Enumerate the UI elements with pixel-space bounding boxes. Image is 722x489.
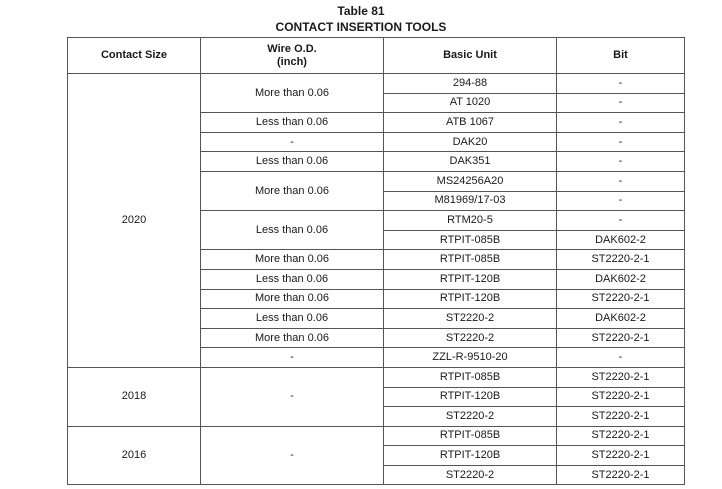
table-body [68,74,685,485]
table-row [68,367,685,387]
table-row [68,426,685,446]
wire-od-cell: More than 0.06 [201,289,384,309]
table-number: Table 81 [337,4,385,18]
header-bit: Bit [557,38,685,74]
header-wire-od-label: Wire O.D. [267,42,317,55]
wire-od-cell: Less than 0.06 [201,113,384,133]
basic-unit-cell: M81969/17-03 [384,191,557,211]
wire-od-cell: - [201,367,384,426]
wire-od-cell: Less than 0.06 [201,152,384,172]
header-row [68,38,685,74]
bit-cell: ST2220-2-1 [557,465,685,485]
wire-od-cell: - [201,426,384,485]
basic-unit-cell: 294-88 [384,74,557,94]
basic-unit-cell: RTPIT-085B [384,426,557,446]
basic-unit-cell: ST2220-2 [384,328,557,348]
basic-unit-cell: AT 1020 [384,93,557,113]
basic-unit-cell: DAK20 [384,132,557,152]
basic-unit-cell: RTPIT-085B [384,250,557,270]
bit-cell: - [557,211,685,231]
bit-cell: DAK602-2 [557,230,685,250]
basic-unit-cell: ATB 1067 [384,113,557,133]
bit-cell: ST2220-2-1 [557,367,685,387]
basic-unit-cell: DAK351 [384,152,557,172]
bit-cell: - [557,191,685,211]
contact-size-cell: 2020 [68,74,201,368]
wire-od-cell: More than 0.06 [201,171,384,210]
table-row [68,74,685,94]
basic-unit-cell: RTPIT-120B [384,446,557,466]
contact-size-cell: 2016 [68,426,201,485]
wire-od-cell: Less than 0.06 [201,211,384,250]
bit-cell: ST2220-2-1 [557,289,685,309]
bit-cell: DAK602-2 [557,309,685,329]
bit-cell: ST2220-2-1 [557,328,685,348]
wire-od-cell: More than 0.06 [201,328,384,348]
bit-cell: - [557,132,685,152]
wire-od-cell: More than 0.06 [201,250,384,270]
basic-unit-cell: RTPIT-120B [384,289,557,309]
bit-cell: - [557,74,685,94]
header-wire-od-unit: (inch) [277,55,307,68]
contact-insertion-tools-table [67,37,685,485]
bit-cell: ST2220-2-1 [557,426,685,446]
basic-unit-cell: RTPIT-120B [384,269,557,289]
header-basic-unit: Basic Unit [384,38,557,74]
table-title: CONTACT INSERTION TOOLS [275,20,447,34]
basic-unit-cell: RTM20-5 [384,211,557,231]
bit-cell: - [557,171,685,191]
basic-unit-cell: RTPIT-085B [384,367,557,387]
basic-unit-cell: RTPIT-085B [384,230,557,250]
bit-cell: ST2220-2-1 [557,250,685,270]
basic-unit-cell: ST2220-2 [384,407,557,427]
bit-cell: ST2220-2-1 [557,446,685,466]
contact-size-cell: 2018 [68,367,201,426]
bit-cell: - [557,152,685,172]
header-contact-size: Contact Size [68,38,201,74]
bit-cell: DAK602-2 [557,269,685,289]
bit-cell: ST2220-2-1 [557,407,685,427]
basic-unit-cell: RTPIT-120B [384,387,557,407]
bit-cell: - [557,348,685,368]
basic-unit-cell: MS24256A20 [384,171,557,191]
basic-unit-cell: ST2220-2 [384,465,557,485]
bit-cell: - [557,113,685,133]
basic-unit-cell: ST2220-2 [384,309,557,329]
wire-od-cell: Less than 0.06 [201,269,384,289]
wire-od-cell: Less than 0.06 [201,309,384,329]
basic-unit-cell: ZZL-R-9510-20 [384,348,557,368]
wire-od-cell: - [201,348,384,368]
bit-cell: ST2220-2-1 [557,387,685,407]
bit-cell: - [557,93,685,113]
wire-od-cell: - [201,132,384,152]
header-wire-od [201,38,384,74]
wire-od-cell: More than 0.06 [201,74,384,113]
